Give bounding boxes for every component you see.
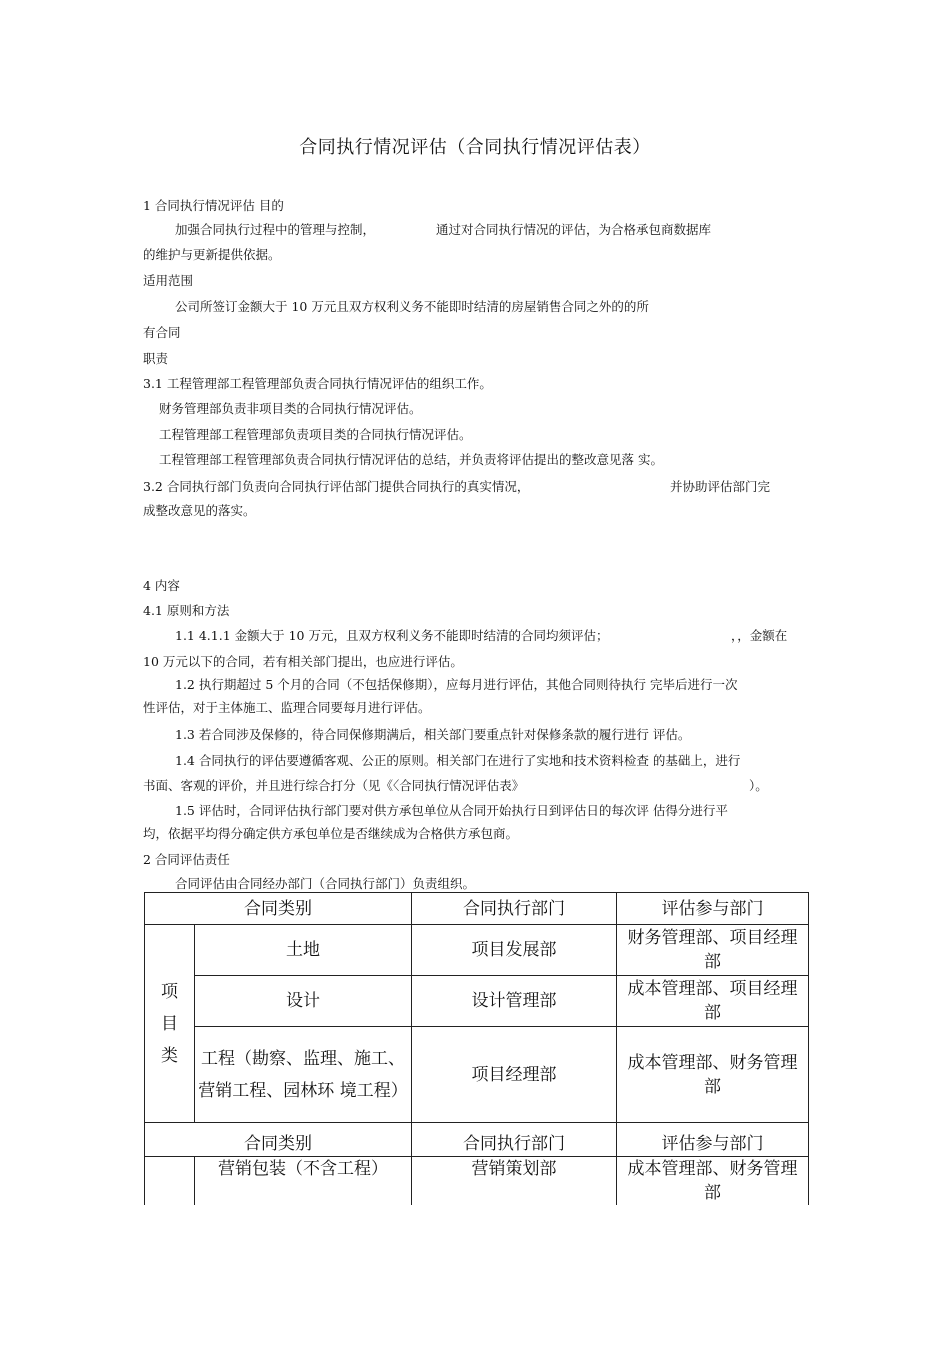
table-header: 合同类别 [145,893,412,925]
section-3-item: 工程管理部工程管理部负责合同执行情况评估的总结，并负责将评估提出的整改意见落 实。 [159,452,663,467]
section-3-item: 3.2 合同执行部门负责向合同执行评估部门提供合同执行的真实情况， [143,479,530,494]
paragraph: 性评估，对于主体施工、监理合同要每月进行评估。 [143,700,431,715]
table-cell: 土地 [195,925,412,976]
table-cell: 工程（勘察、监理、施工、营销工程、园林环 境工程） [195,1027,412,1123]
section-3-item: 成整改意见的落实。 [143,503,256,518]
paragraph: ）。 [749,778,768,793]
paragraph: ，，金额在 [731,628,788,643]
table-row [145,925,809,976]
table-cell: 设计 [195,976,412,1027]
paragraph: 1.2 执行期超过 5 个月的合同（不包括保修期），应每月进行评估，其他合同则待执行 完毕后进行一次 [175,677,738,692]
section-4-subheading: 4.1 原则和方法 [143,603,230,618]
table-cell: 项目发展部 [412,925,617,976]
table-cell: 成本管理部、财务管理部 [617,1157,809,1217]
paragraph: 合同评估由合同经办部门（合同执行部门）负责组织。 [175,876,476,891]
table-row [145,976,809,1027]
section-heading: 2 合同评估责任 [143,852,230,867]
paragraph: 1.1 4.1.1 金额大于 10 万元，且双方权利义务不能即时结清的合同均须评估； [175,628,609,643]
table-cell: 营销策划部 [412,1157,617,1217]
section-3-item: 3.1 工程管理部工程管理部负责合同执行情况评估的组织工作。 [143,376,492,391]
table-row [145,1027,809,1123]
section-3-item: 并协助评估部门完 [670,479,771,494]
page-title: 合同执行情况评估（合同执行情况评估表） [299,137,651,158]
section-1-heading: 1 合同执行情况评估 目的 [143,198,284,213]
table-cell: 设计管理部 [412,976,617,1027]
section-1-text: 通过对合同执行情况的评估，为合格承包商数据库 [436,222,712,237]
section-3-item: 财务管理部负责非项目类的合同执行情况评估。 [159,401,422,416]
paragraph: 1.5 评估时，合同评估执行部门要对供方承包单位从合同开始执行日到评估日的每次评 估得分进行平 [175,803,728,818]
table-header: 合同执行部门 [412,1123,617,1157]
table-header-row [145,1123,809,1157]
table-cell: 项目经理部 [412,1027,617,1123]
paragraph: 10 万元以下的合同，若有相关部门提出，也应进行评估。 [143,654,463,669]
paragraph: 1.4 合同执行的评估要遵循客观、公正的原则。相关部门在进行了实地和技术资料检查 的基础上，进行 [175,753,741,768]
table-cell: 成本管理部、财务管理部 [617,1027,809,1123]
table-cell: 财务管理部、项目经理部 [617,925,809,976]
table-header: 评估参与部门 [617,893,809,925]
section-2-text: 有合同 [143,325,181,340]
section-4-heading: 4 内容 [143,578,180,593]
table-cell: 成本管理部、项目经理部 [617,976,809,1027]
table-header: 评估参与部门 [617,1123,809,1157]
table-header: 合同类别 [145,1123,412,1157]
page-cutoff [140,1205,820,1345]
table-cell: 营销包装（不含工程） [195,1157,412,1217]
table-header: 合同执行部门 [412,893,617,925]
section-2-text: 公司所签订金额大于 10 万元且双方权利义务不能即时结清的房屋销售合同之外的的所 [175,299,649,314]
section-1-text: 加强合同执行过程中的管理与控制， [175,222,376,237]
paragraph: 1.3 若合同涉及保修的，待合同保修期满后，相关部门要重点针对保修条款的履行进行 评估。 [175,727,691,742]
section-2-heading: 适用范围 [143,273,194,288]
paragraph: 书面、客观的评价，并且进行综合打分（见《〈合同执行情况评估表》 [143,778,525,793]
group-label: 项目类 [145,925,195,1123]
evaluation-responsibility-table [144,892,809,1217]
section-1-text: 的维护与更新提供依据。 [143,247,281,262]
section-3-heading: 职责 [143,351,169,366]
table-header-row [145,893,809,925]
paragraph: 均，依据平均得分确定供方承包单位是否继续成为合格供方承包商。 [143,826,519,841]
section-3-item: 工程管理部工程管理部负责项目类的合同执行情况评估。 [159,427,472,442]
